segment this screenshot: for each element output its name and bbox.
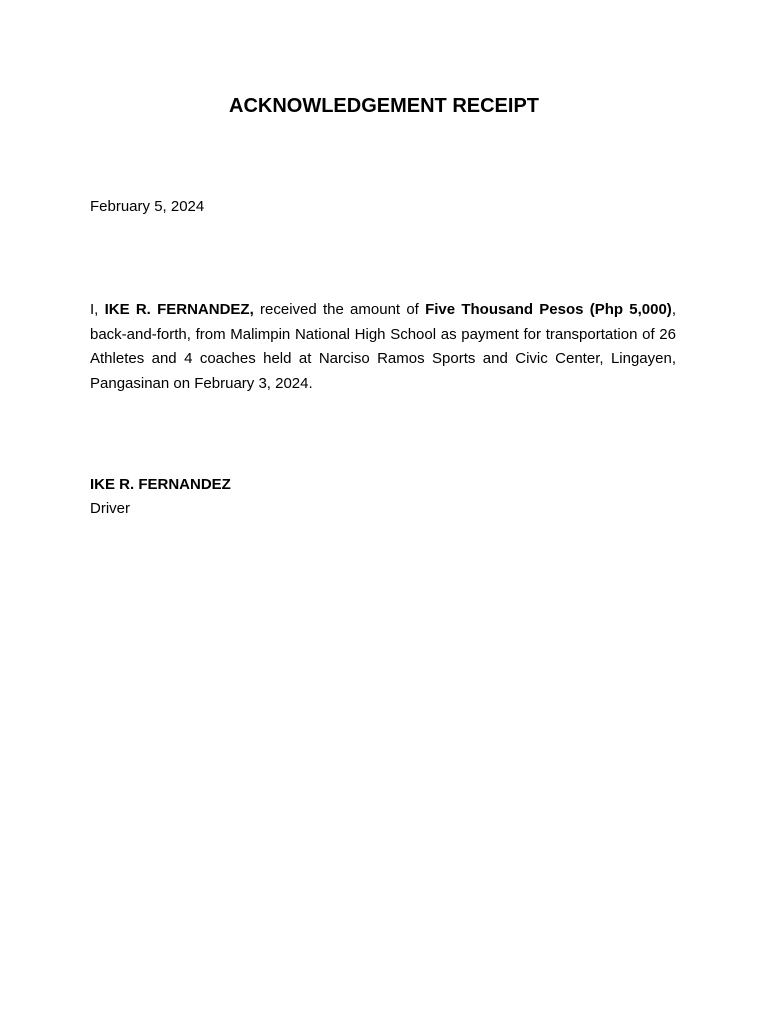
body-mid: received the amount of xyxy=(253,301,426,318)
body-prefix: I, xyxy=(90,301,105,318)
signatory-role: Driver xyxy=(90,500,130,517)
document-title: ACKNOWLEDGEMENT RECEIPT xyxy=(229,95,539,117)
document-date: February 5, 2024 xyxy=(90,198,205,215)
receipt-body xyxy=(90,298,676,396)
amount-text: Five Thousand Pesos (Php 5,000) xyxy=(425,301,672,318)
signatory-name: IKE R. FERNANDEZ xyxy=(90,476,231,493)
signature-block xyxy=(90,473,231,521)
body-rest: , back-and-forth, from Malimpin National High School as payment for transportation of 26 Athletes and 4 coaches held at Narciso Ramos Sports and Civic Center, Lingayen, Pangasinan on February 3, 2024. xyxy=(90,301,676,392)
recipient-name: IKE R. FERNANDEZ, xyxy=(104,301,254,318)
